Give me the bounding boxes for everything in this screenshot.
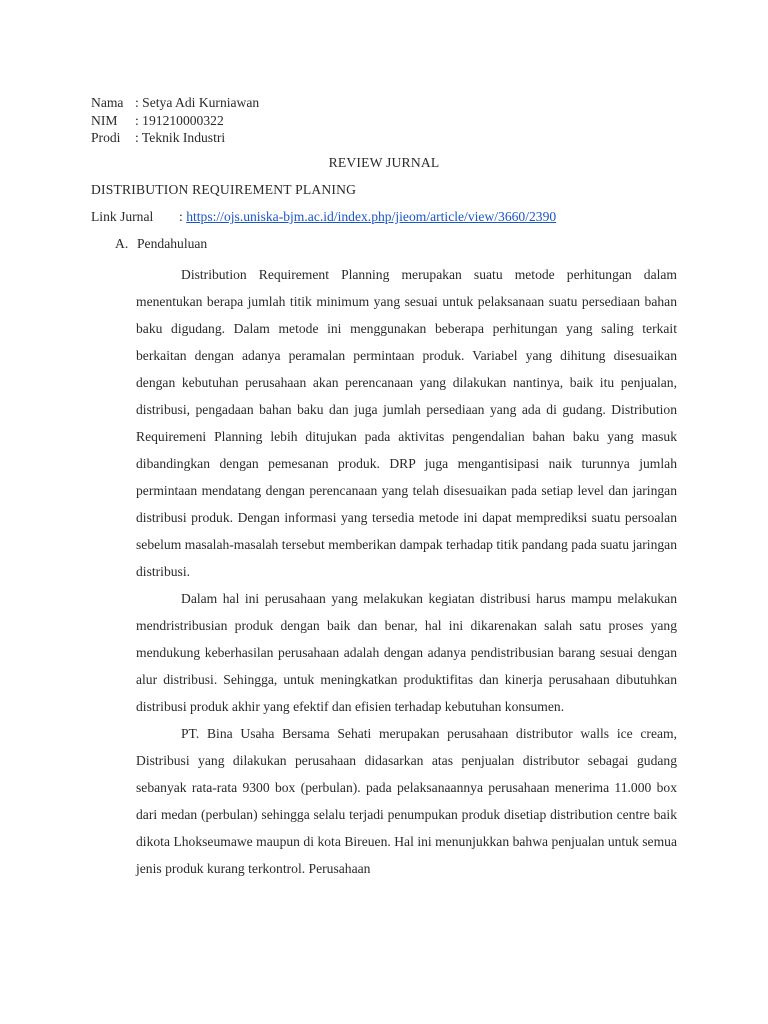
document-title: REVIEW JURNAL	[328, 155, 440, 170]
journal-link[interactable]: https://ojs.uniska-bjm.ac.id/index.php/jieom/article/view/3660/2390	[186, 209, 557, 224]
paragraph: Distribution Requirement Planning merupakan suatu metode perhitungan dalam menentukan berapa jumlah titik minimum yang sesuai untuk pelaksanaan suatu persediaan bahan baku digudang. Dalam metode ini menggunakan beberapa perhitungan yang saling terkait berkaitan dengan adanya peramalan permintaan produk. Variabel yang dihitung disesuaikan dengan kebutuhan perusahaan akan perencanaan yang dilakukan nantinya, baik itu penjualan, distribusi, pengadaan bahan baku dan juga jumlah persediaan yang ada di gudang. Distribution Requiremeni Planning lebih ditujukan pada aktivitas pengendalian bahan baku yang masuk dibandingkan dengan pemesanan produk. DRP juga mengantisipasi naik turunnya jumlah permintaan mendatang dengan perencanaan yang telah disesuaikan pada setiap level dan jaringan distribusi produk. Dengan informasi yang tersedia metode ini dapat memprediksi suatu persoalan sebelum masalah-masalah tersebut memberikan dampak terhadap titik pandang pada suatu jaringan distribusi.	[136, 267, 677, 579]
section-title: Pendahuluan	[137, 236, 208, 251]
meta-row-prodi	[91, 129, 259, 147]
meta-row-nim	[91, 112, 259, 130]
section-body	[136, 261, 677, 882]
document-subtitle: DISTRIBUTION REQUIREMENT PLANING	[91, 182, 357, 197]
paragraph: PT. Bina Usaha Bersama Sehati merupakan perusahaan distributor walls ice cream, Distribusi yang dilakukan perusahaan didasarkan atas penjualan distributor sebagai gudang sebanyak rata-rata 9300 box (perbulan). pada pelaksanaannya perusahaan menerima 11.000 box dari medan (perbulan) sehingga selalu terjadi penumpukan produk disetiap distribution centre baik dikota Lhokseumawe maupun di kota Bireuen. Hal ini menunjukkan bahwa penjualan untuk semua jenis produk kurang terkontrol. Perusahaan	[136, 726, 677, 876]
meta-row-name	[91, 94, 259, 112]
student-info	[91, 94, 259, 147]
journal-link-row	[91, 209, 556, 225]
section-heading	[115, 236, 207, 252]
paragraph: Dalam hal ini perusahaan yang melakukan kegiatan distribusi harus mampu melakukan mendristribusian produk dengan baik dan benar, hal ini dikarenakan salah satu proses yang mendukung keberhasilan perusahaan adalah dengan adanya pendistribusian barang sesuai dengan alur distribusi. Sehingga, untuk meningkatkan produktifitas dan kinerja perusahaan dibutuhkan distribusi produk akhir yang efektif dan efisien terhadap kebutuhan konsumen.	[136, 591, 677, 714]
meta-value: : 191210000322	[135, 112, 224, 128]
meta-value: : Teknik Industri	[135, 130, 226, 145]
meta-label: NIM	[91, 112, 118, 128]
link-label: Link Jurnal	[91, 209, 154, 224]
link-separator: :	[179, 209, 187, 224]
meta-value: : Setya Adi Kurniawan	[135, 95, 260, 110]
section-letter: A.	[115, 236, 129, 251]
meta-label: Prodi	[91, 130, 121, 145]
meta-label: Nama	[91, 95, 124, 110]
